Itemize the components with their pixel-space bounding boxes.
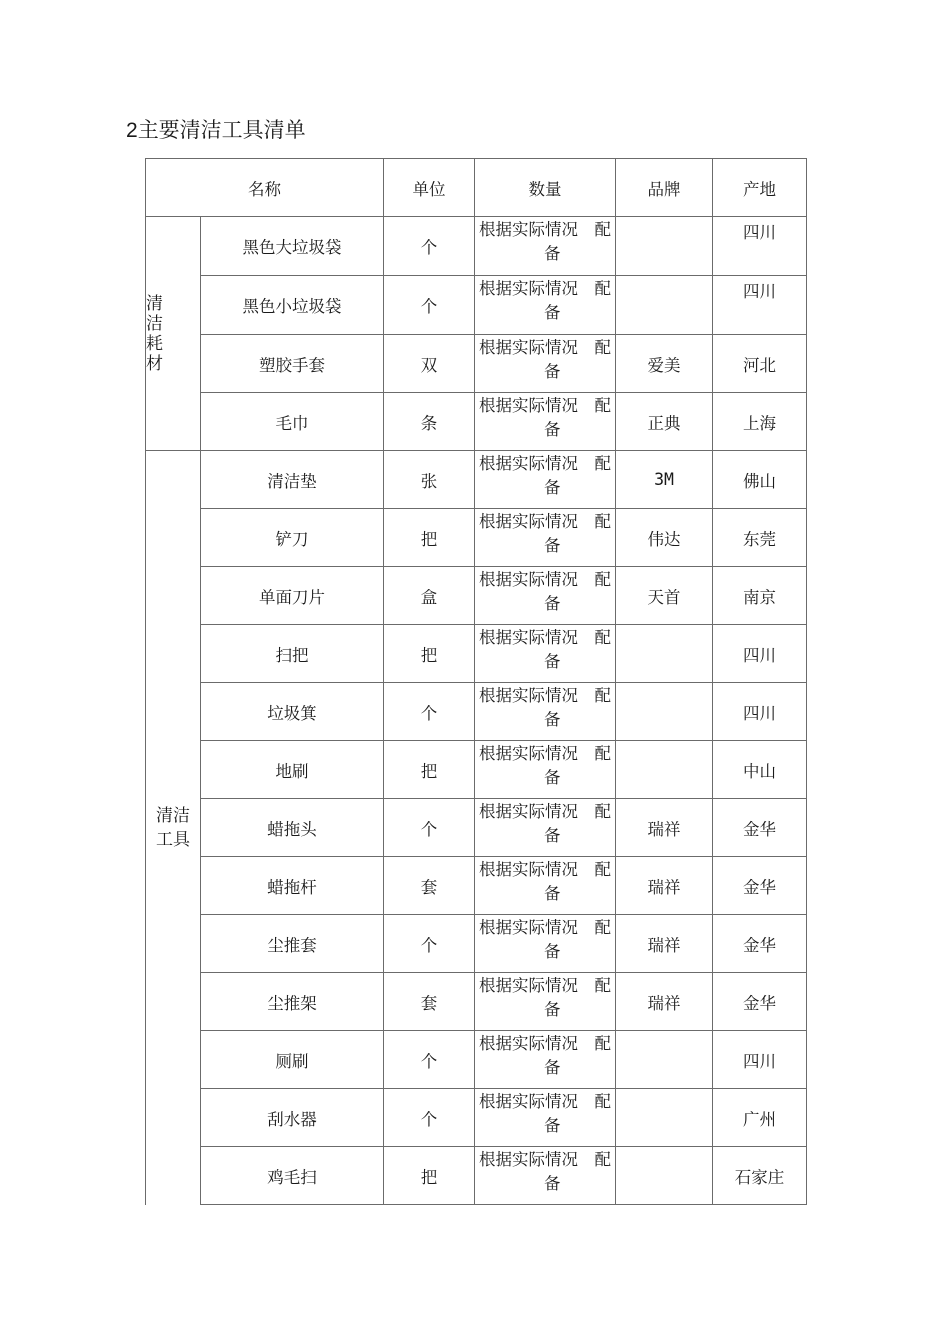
item-origin: 上海 (713, 393, 807, 451)
item-quantity (475, 335, 616, 393)
category-cell (146, 451, 201, 1205)
item-name: 地刷 (201, 741, 384, 799)
item-unit: 个 (384, 799, 475, 857)
quantity-line-2: 备 (544, 884, 561, 903)
quantity-line-2: 备 (544, 710, 561, 729)
quantity-line-2: 备 (544, 478, 561, 497)
item-origin: 南京 (713, 567, 807, 625)
item-origin: 金华 (713, 799, 807, 857)
item-name: 鸡毛扫 (201, 1147, 384, 1205)
quantity-line-2: 备 (544, 244, 561, 263)
quantity-line-1: 根据实际情况 配 (479, 570, 611, 589)
quantity-line-1: 根据实际情况 配 (479, 744, 611, 763)
quantity-line-1: 根据实际情况 配 (479, 1150, 611, 1169)
quantity-line-1: 根据实际情况 配 (479, 279, 611, 298)
item-quantity (475, 625, 616, 683)
table-row (146, 625, 807, 683)
item-name: 蜡拖头 (201, 799, 384, 857)
table-row (146, 1031, 807, 1089)
item-unit: 把 (384, 1147, 475, 1205)
item-brand (616, 276, 713, 335)
quantity-line-1: 根据实际情况 配 (479, 918, 611, 937)
item-quantity (475, 451, 616, 509)
section-title: 主要清洁工具清单 (137, 118, 306, 142)
item-origin: 四川 (713, 217, 807, 276)
item-origin: 中山 (713, 741, 807, 799)
quantity-line-1: 根据实际情况 配 (479, 802, 611, 821)
table-row (146, 217, 807, 276)
item-brand (616, 1147, 713, 1205)
item-brand: 3M (616, 451, 713, 509)
table-row (146, 567, 807, 625)
quantity-line-2: 备 (544, 826, 561, 845)
header-brand: 品牌 (616, 159, 713, 217)
quantity-line-1: 根据实际情况 配 (479, 454, 611, 473)
quantity-line-1: 根据实际情况 配 (479, 512, 611, 531)
category-label: 清洁工具 (156, 805, 190, 850)
item-name: 尘推套 (201, 915, 384, 973)
quantity-line-2: 备 (544, 768, 561, 787)
item-name: 尘推架 (201, 973, 384, 1031)
item-brand: 瑞祥 (616, 857, 713, 915)
table-row (146, 335, 807, 393)
quantity-line-1: 根据实际情况 配 (479, 860, 611, 879)
quantity-line-1: 根据实际情况 配 (479, 396, 611, 415)
item-quantity (475, 509, 616, 567)
item-brand: 瑞祥 (616, 973, 713, 1031)
item-brand: 瑞祥 (616, 915, 713, 973)
item-quantity (475, 567, 616, 625)
quantity-line-2: 备 (544, 652, 561, 671)
item-unit: 个 (384, 1031, 475, 1089)
table-row (146, 451, 807, 509)
item-name: 蜡拖杆 (201, 857, 384, 915)
section-number: 2 (126, 119, 138, 142)
item-name: 厕刷 (201, 1031, 384, 1089)
table-row (146, 799, 807, 857)
quantity-line-2: 备 (544, 362, 561, 381)
cleaning-tools-table (145, 158, 807, 1205)
quantity-line-2: 备 (544, 1000, 561, 1019)
item-origin: 四川 (713, 625, 807, 683)
item-name: 刮水器 (201, 1089, 384, 1147)
item-origin: 金华 (713, 857, 807, 915)
item-brand (616, 1089, 713, 1147)
item-unit: 盒 (384, 567, 475, 625)
item-unit: 套 (384, 973, 475, 1031)
quantity-line-1: 根据实际情况 配 (479, 976, 611, 995)
item-quantity (475, 276, 616, 335)
item-name: 垃圾箕 (201, 683, 384, 741)
item-name: 清洁垫 (201, 451, 384, 509)
item-brand: 爱美 (616, 335, 713, 393)
item-brand (616, 741, 713, 799)
item-origin: 广州 (713, 1089, 807, 1147)
quantity-line-1: 根据实际情况 配 (479, 628, 611, 647)
item-brand (616, 625, 713, 683)
item-name: 黑色小垃圾袋 (201, 276, 384, 335)
item-brand: 伟达 (616, 509, 713, 567)
item-brand (616, 1031, 713, 1089)
quantity-line-2: 备 (544, 1174, 561, 1193)
table-row (146, 741, 807, 799)
item-quantity (475, 217, 616, 276)
item-brand: 正典 (616, 393, 713, 451)
item-name: 黑色大垃圾袋 (201, 217, 384, 276)
header-origin: 产地 (713, 159, 807, 217)
item-name: 塑胶手套 (201, 335, 384, 393)
item-brand: 瑞祥 (616, 799, 713, 857)
table-row (146, 276, 807, 335)
item-origin: 四川 (713, 683, 807, 741)
item-quantity (475, 741, 616, 799)
quantity-line-1: 根据实际情况 配 (479, 338, 611, 357)
item-origin: 金华 (713, 973, 807, 1031)
item-name: 单面刀片 (201, 567, 384, 625)
item-unit: 双 (384, 335, 475, 393)
item-unit: 个 (384, 683, 475, 741)
table-row (146, 1147, 807, 1205)
item-quantity (475, 1031, 616, 1089)
item-quantity (475, 799, 616, 857)
item-brand (616, 217, 713, 276)
item-unit: 把 (384, 741, 475, 799)
category-label: 清洁耗材 (146, 293, 163, 374)
table-row (146, 915, 807, 973)
item-quantity (475, 915, 616, 973)
item-unit: 个 (384, 217, 475, 276)
item-origin: 石家庄 (713, 1147, 807, 1205)
item-quantity (475, 1147, 616, 1205)
item-name: 扫把 (201, 625, 384, 683)
item-quantity (475, 1089, 616, 1147)
item-unit: 把 (384, 509, 475, 567)
item-quantity (475, 973, 616, 1031)
item-unit: 套 (384, 857, 475, 915)
table-body (146, 217, 807, 1205)
category-cell (146, 217, 201, 451)
quantity-line-2: 备 (544, 303, 561, 322)
table-row (146, 683, 807, 741)
table-header-row (146, 159, 807, 217)
header-name: 名称 (146, 159, 384, 217)
quantity-line-1: 根据实际情况 配 (479, 220, 611, 239)
item-quantity (475, 393, 616, 451)
quantity-line-2: 备 (544, 942, 561, 961)
table-row (146, 973, 807, 1031)
item-unit: 把 (384, 625, 475, 683)
quantity-line-2: 备 (544, 536, 561, 555)
table-row (146, 393, 807, 451)
item-origin: 河北 (713, 335, 807, 393)
table-row (146, 857, 807, 915)
quantity-line-1: 根据实际情况 配 (479, 1034, 611, 1053)
item-unit: 个 (384, 276, 475, 335)
quantity-line-1: 根据实际情况 配 (479, 686, 611, 705)
quantity-line-2: 备 (544, 420, 561, 439)
item-name: 铲刀 (201, 509, 384, 567)
item-name: 毛巾 (201, 393, 384, 451)
item-origin: 东莞 (713, 509, 807, 567)
table-row (146, 509, 807, 567)
item-unit: 张 (384, 451, 475, 509)
item-brand (616, 683, 713, 741)
item-quantity (475, 857, 616, 915)
item-origin: 四川 (713, 1031, 807, 1089)
quantity-line-2: 备 (544, 1058, 561, 1077)
item-origin: 佛山 (713, 451, 807, 509)
item-unit: 个 (384, 915, 475, 973)
item-unit: 条 (384, 393, 475, 451)
item-brand: 天首 (616, 567, 713, 625)
item-origin: 金华 (713, 915, 807, 973)
item-quantity (475, 683, 616, 741)
page-title (126, 114, 306, 147)
header-quantity: 数量 (475, 159, 616, 217)
table-row (146, 1089, 807, 1147)
quantity-line-1: 根据实际情况 配 (479, 1092, 611, 1111)
item-origin: 四川 (713, 276, 807, 335)
quantity-line-2: 备 (544, 594, 561, 613)
item-unit: 个 (384, 1089, 475, 1147)
quantity-line-2: 备 (544, 1116, 561, 1135)
header-unit: 单位 (384, 159, 475, 217)
